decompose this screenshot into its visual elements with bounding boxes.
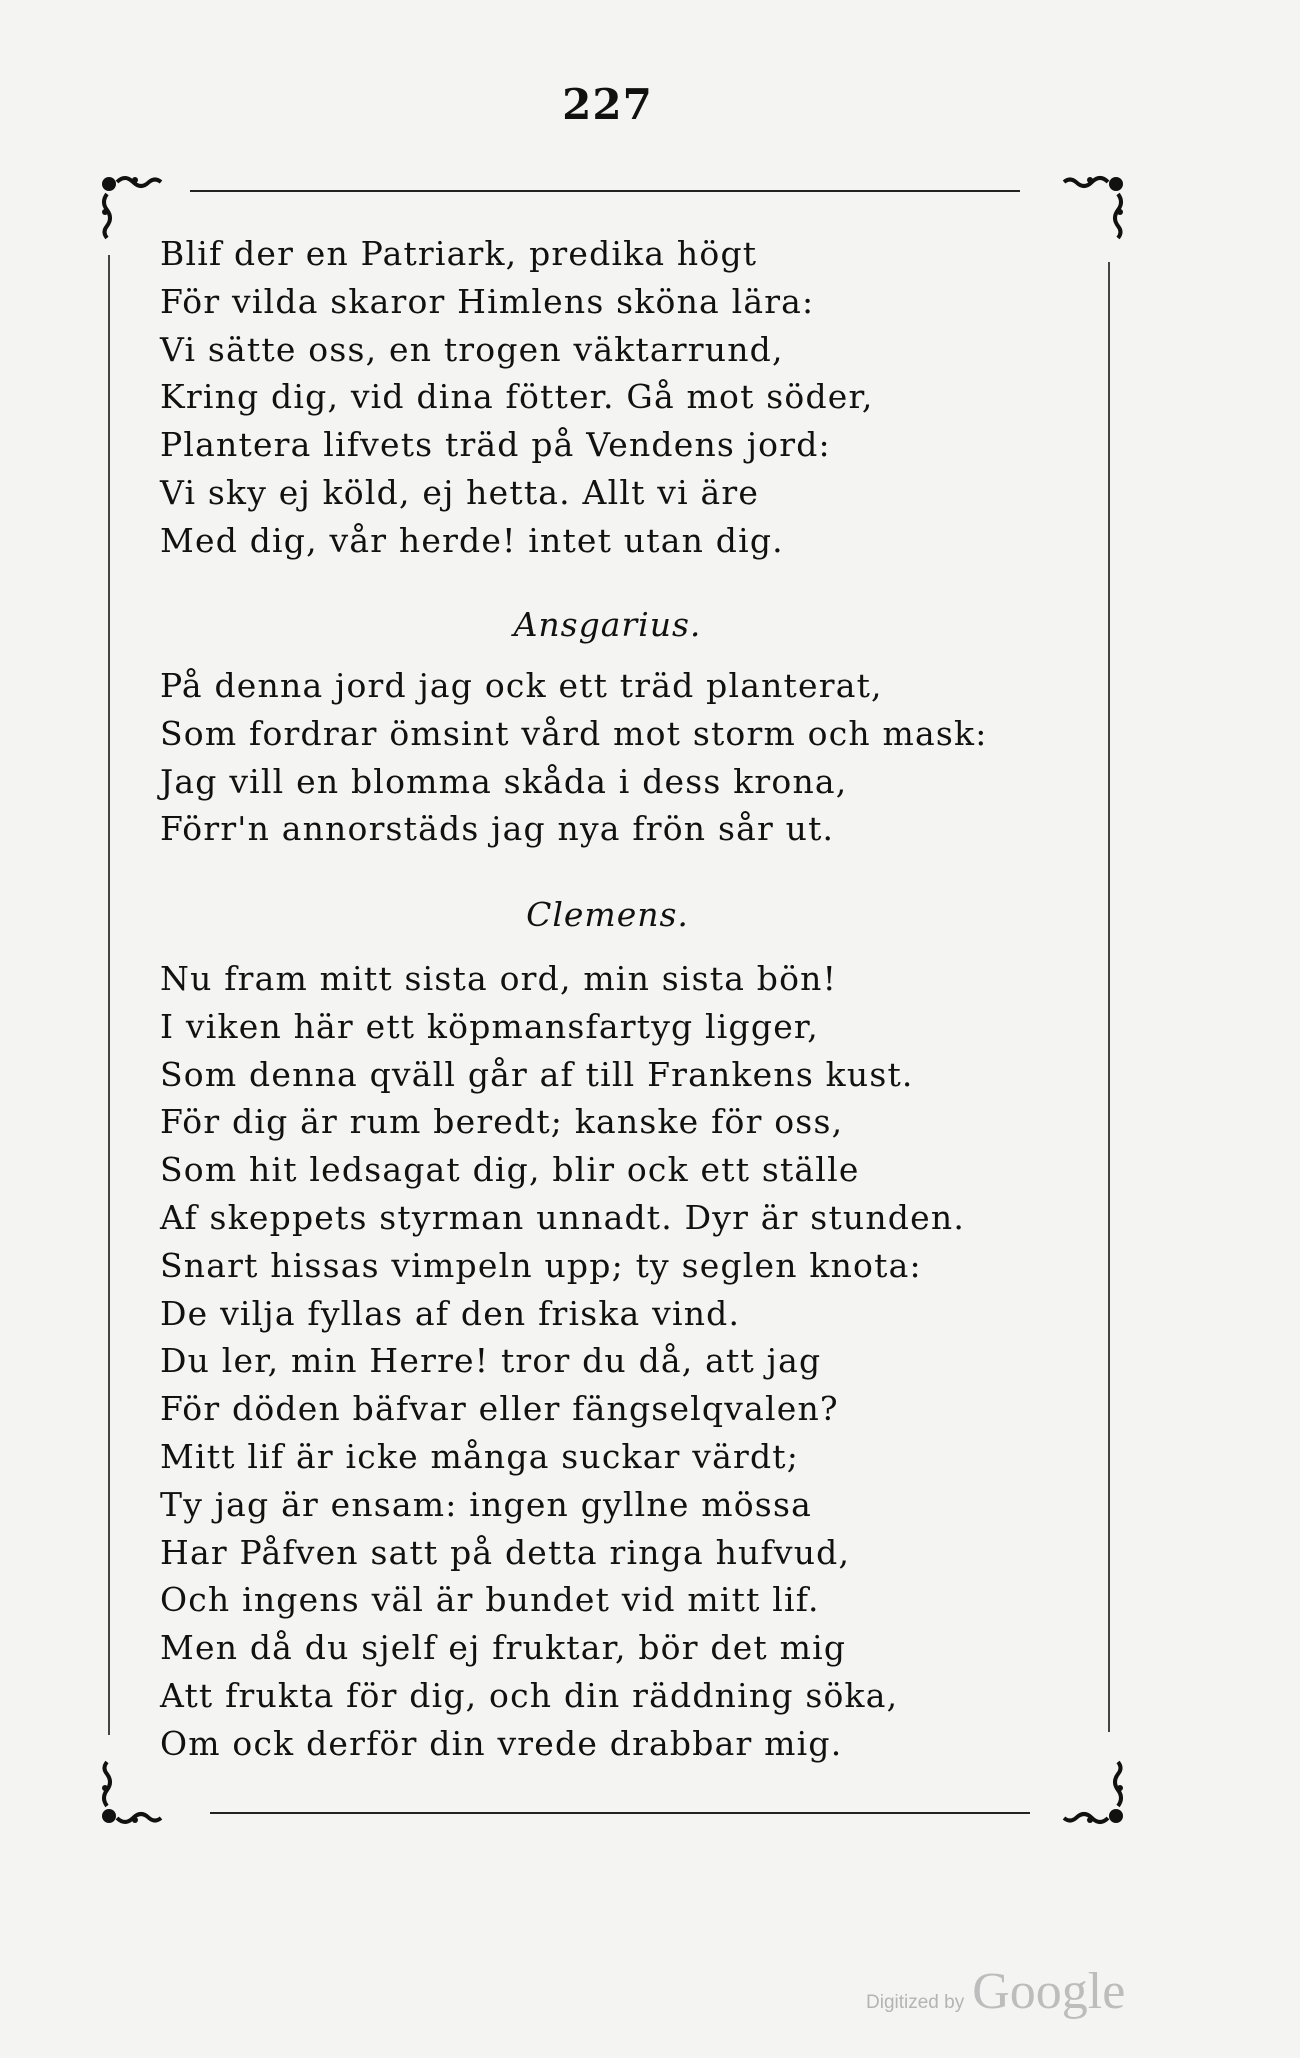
verse-line: Nu fram mitt sista ord, min sista bön!	[160, 959, 838, 998]
verse-line: Snart hissas vimpeln upp; ty seglen knota:	[160, 1245, 922, 1285]
digitized-label: Digitized by	[866, 1992, 965, 2013]
stanza-1	[160, 230, 1040, 565]
frame-bottom-rule	[210, 1812, 1030, 1814]
verse-line: Men då du sjelf ej fruktar, bör det mig	[160, 1628, 847, 1668]
frame-right-rule	[1108, 262, 1110, 1732]
speaker-heading: Clemens.	[526, 895, 689, 934]
verse-line: Har Påfven satt på detta ringa hufvud,	[160, 1532, 851, 1572]
verse-line: Mitt lif är icke många suckar värdt;	[160, 1436, 800, 1476]
digitized-by-watermark	[866, 1962, 1125, 2021]
verse-line: För vilda skaror Himlens sköna lära:	[160, 281, 815, 321]
stanza-3	[160, 955, 1040, 1768]
verse-line: Jag vill en blomma skåda i dess krona,	[160, 761, 848, 801]
verse-line: För dig är rum beredt; kanske för oss,	[160, 1102, 844, 1142]
verse-line: Och ingens väl är bundet vid mitt lif.	[160, 1580, 820, 1620]
verse-line: Plantera lifvets träd på Vendens jord:	[160, 425, 831, 465]
verse-line: I viken här ett köpmansfartyg ligger,	[160, 1006, 819, 1046]
frame-top-rule	[190, 190, 1020, 192]
verse-line: Att frukta för dig, och din räddning söka,	[160, 1675, 899, 1715]
verse-line: På denna jord jag ock ett träd planterat,	[160, 666, 883, 705]
verse-line: Vi sky ej köld, ej hetta. Allt vi äre	[160, 472, 760, 512]
verse-line: Ty jag är ensam: ingen gyllne mössa	[160, 1484, 812, 1524]
google-logo: Google	[972, 1963, 1126, 2020]
page-number: 227	[562, 80, 653, 129]
verse-line: Om ock derför din vrede drabbar mig.	[160, 1723, 843, 1763]
verse-line: Förr'n annorstäds jag nya frön sår ut.	[160, 809, 835, 849]
verse-line: De vilja fyllas af den friska vind.	[160, 1293, 741, 1333]
verse-line: Kring dig, vid dina fötter. Gå mot söder,	[160, 377, 874, 417]
speaker-heading: Ansgarius.	[513, 605, 702, 644]
verse-line: Som hit ledsagat dig, blir ock ett ställe	[160, 1150, 860, 1190]
verse-line: Vi sätte oss, en trogen väktarrund,	[160, 329, 784, 369]
verse-line: För döden bäfvar eller fängselqvalen?	[160, 1389, 839, 1429]
verse-line: Som fordrar ömsint vård mot storm och mask:	[160, 713, 988, 753]
verse-line: Med dig, vår herde! intet utan dig.	[160, 520, 784, 560]
stanza-2	[160, 662, 1040, 853]
verse-line: Af skeppets styrman unnadt. Dyr är stunden.	[160, 1197, 966, 1237]
verse-line: Blif der en Patriark, predika högt	[160, 234, 758, 273]
verse-line: Du ler, min Herre! tror du då, att jag	[160, 1341, 822, 1381]
verse-line: Som denna qväll går af till Frankens kust.	[160, 1054, 914, 1094]
frame-left-rule	[108, 255, 110, 1735]
